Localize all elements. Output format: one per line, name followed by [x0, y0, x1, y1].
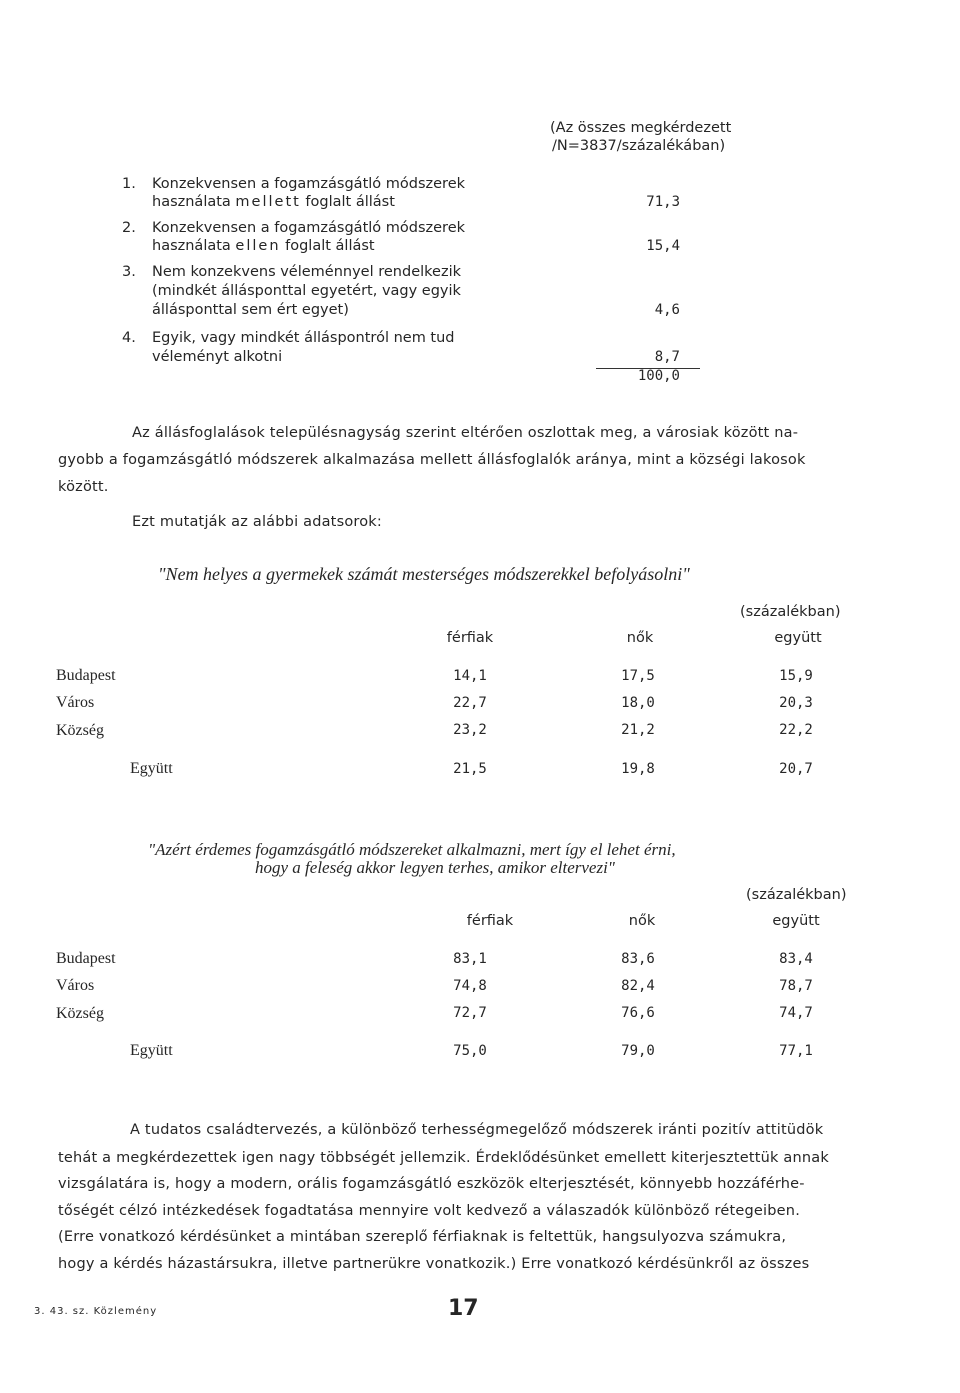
cell: 79,0: [621, 1043, 655, 1059]
cell: 20,3: [779, 695, 813, 711]
row-label: Budapest: [56, 950, 116, 967]
paragraph3-line3: vizsgálatára is, hogy a modern, orális fogamzásgátló eszközök elterjesztését, könnyebb hozzáférhe-: [58, 1176, 805, 1192]
item-line2: véleményt alkotni: [152, 349, 283, 365]
item-line1: Nem konzekvens véleménnyel rendelkezik: [152, 264, 461, 280]
paragraph2: Ezt mutatják az alábbi adatsorok:: [132, 514, 382, 530]
row-label: Együtt: [130, 1042, 173, 1059]
table2-unit: (százalékban): [746, 887, 847, 903]
cell: 77,1: [779, 1043, 813, 1059]
cell: 76,6: [621, 1005, 655, 1021]
paragraph3-line5: (Erre vonatkozó kérdésünket a mintában szereplő férfiaknak is feltettük, hangsulyozva számukra,: [58, 1229, 787, 1245]
table1-unit: (százalékban): [740, 604, 841, 620]
cell: 14,1: [453, 668, 487, 684]
col-ferfiak: férfiak: [466, 913, 514, 929]
item-line2: használata ellen foglalt állást: [152, 238, 375, 254]
cell: 72,7: [453, 1005, 487, 1021]
cell: 23,2: [453, 722, 487, 738]
col-ferfiak: férfiak: [446, 630, 494, 646]
row-label: Község: [56, 1005, 104, 1022]
item-number: 1.: [122, 176, 136, 192]
paragraph3-line2: tehát a megkérdezettek igen nagy többségét jellemzik. Érdeklődésünket emellett kiterjesztettük annak: [58, 1150, 829, 1166]
item-number: 2.: [122, 220, 136, 236]
cell: 15,9: [779, 668, 813, 684]
cell: 78,7: [779, 978, 813, 994]
page-number: 17: [448, 1296, 479, 1321]
cell: 75,0: [453, 1043, 487, 1059]
item-line2: (mindkét állásponttal egyetért, vagy egyik: [152, 283, 461, 299]
paragraph1-line2: gyobb a fogamzásgátló módszerek alkalmazása mellett állásfoglalók aránya, mint a községi lakosok: [58, 452, 806, 468]
cell: 83,6: [621, 951, 655, 967]
table1-title: "Nem helyes a gyermekek számát mesterséges módszerekkel befolyásolni": [158, 564, 690, 584]
item-value: 71,3: [646, 194, 680, 210]
cell: 18,0: [621, 695, 655, 711]
cell: 20,7: [779, 761, 813, 777]
col-egyutt: együtt: [772, 913, 820, 929]
summary-total: 100,0: [637, 368, 680, 384]
item-value: 8,7: [654, 349, 680, 365]
paragraph1-line3: között.: [58, 479, 109, 495]
item-number: 3.: [122, 264, 136, 280]
row-label: Város: [56, 694, 95, 711]
cell: 22,7: [453, 695, 487, 711]
col-nok: nők: [628, 913, 656, 929]
col-nok: nők: [626, 630, 654, 646]
cell: 82,4: [621, 978, 655, 994]
item-line1: Konzekvensen a fogamzásgátló módszerek: [152, 220, 466, 236]
cell: 21,2: [621, 722, 655, 738]
row-label: Budapest: [56, 667, 116, 684]
cell: 19,8: [621, 761, 655, 777]
item-line2: használata mellett foglalt állást: [152, 194, 395, 210]
item-line1: Konzekvensen a fogamzásgátló módszerek: [152, 176, 466, 192]
paragraph3-line6: hogy a kérdés házastársukra, illetve partnerükre vonatkozik.) Erre vonatkozó kérdésünkről az összes: [58, 1256, 810, 1272]
paragraph3-line1: A tudatos családtervezés, a különböző terhességmegelőző módszerek iránti pozitív attitüdök: [130, 1122, 824, 1138]
item-value: 15,4: [646, 238, 680, 254]
table2-title-line2: hogy a feleség akkor legyen terhes, amikor eltervezi": [255, 858, 615, 877]
cell: 83,1: [453, 951, 487, 967]
item-line3: állásponttal sem ért egyet): [152, 302, 349, 318]
item-number: 4.: [122, 330, 136, 346]
col-egyutt: együtt: [774, 630, 822, 646]
cell: 74,7: [779, 1005, 813, 1021]
cell: 83,4: [779, 951, 813, 967]
summary-header-line2: /N=3837/százalékában): [552, 138, 726, 154]
item-line1: Egyik, vagy mindkét álláspontról nem tud: [152, 330, 455, 346]
row-label: Város: [56, 977, 95, 994]
item-value: 4,6: [654, 302, 680, 318]
row-label: Község: [56, 722, 104, 739]
table2-title-line1: "Azért érdemes fogamzásgátló módszereket alkalmazni, mert így el lehet érni,: [148, 840, 676, 859]
paragraph3-line4: tőségét célzó intézkedések fogadtatása mennyire volt kedvező a válaszadók különböző rétegeiben.: [58, 1203, 801, 1219]
cell: 21,5: [453, 761, 487, 777]
paragraph1-line1: Az állásfoglalások településnagyság szerint eltérően oszlottak meg, a városiak között na-: [132, 425, 799, 441]
cell: 17,5: [621, 668, 655, 684]
cell: 22,2: [779, 722, 813, 738]
footer-source: 3. 43. sz. Közlemény: [34, 1306, 158, 1317]
row-label: Együtt: [130, 760, 173, 777]
cell: 74,8: [453, 978, 487, 994]
summary-header-line1: (Az összes megkérdezett: [550, 120, 732, 136]
